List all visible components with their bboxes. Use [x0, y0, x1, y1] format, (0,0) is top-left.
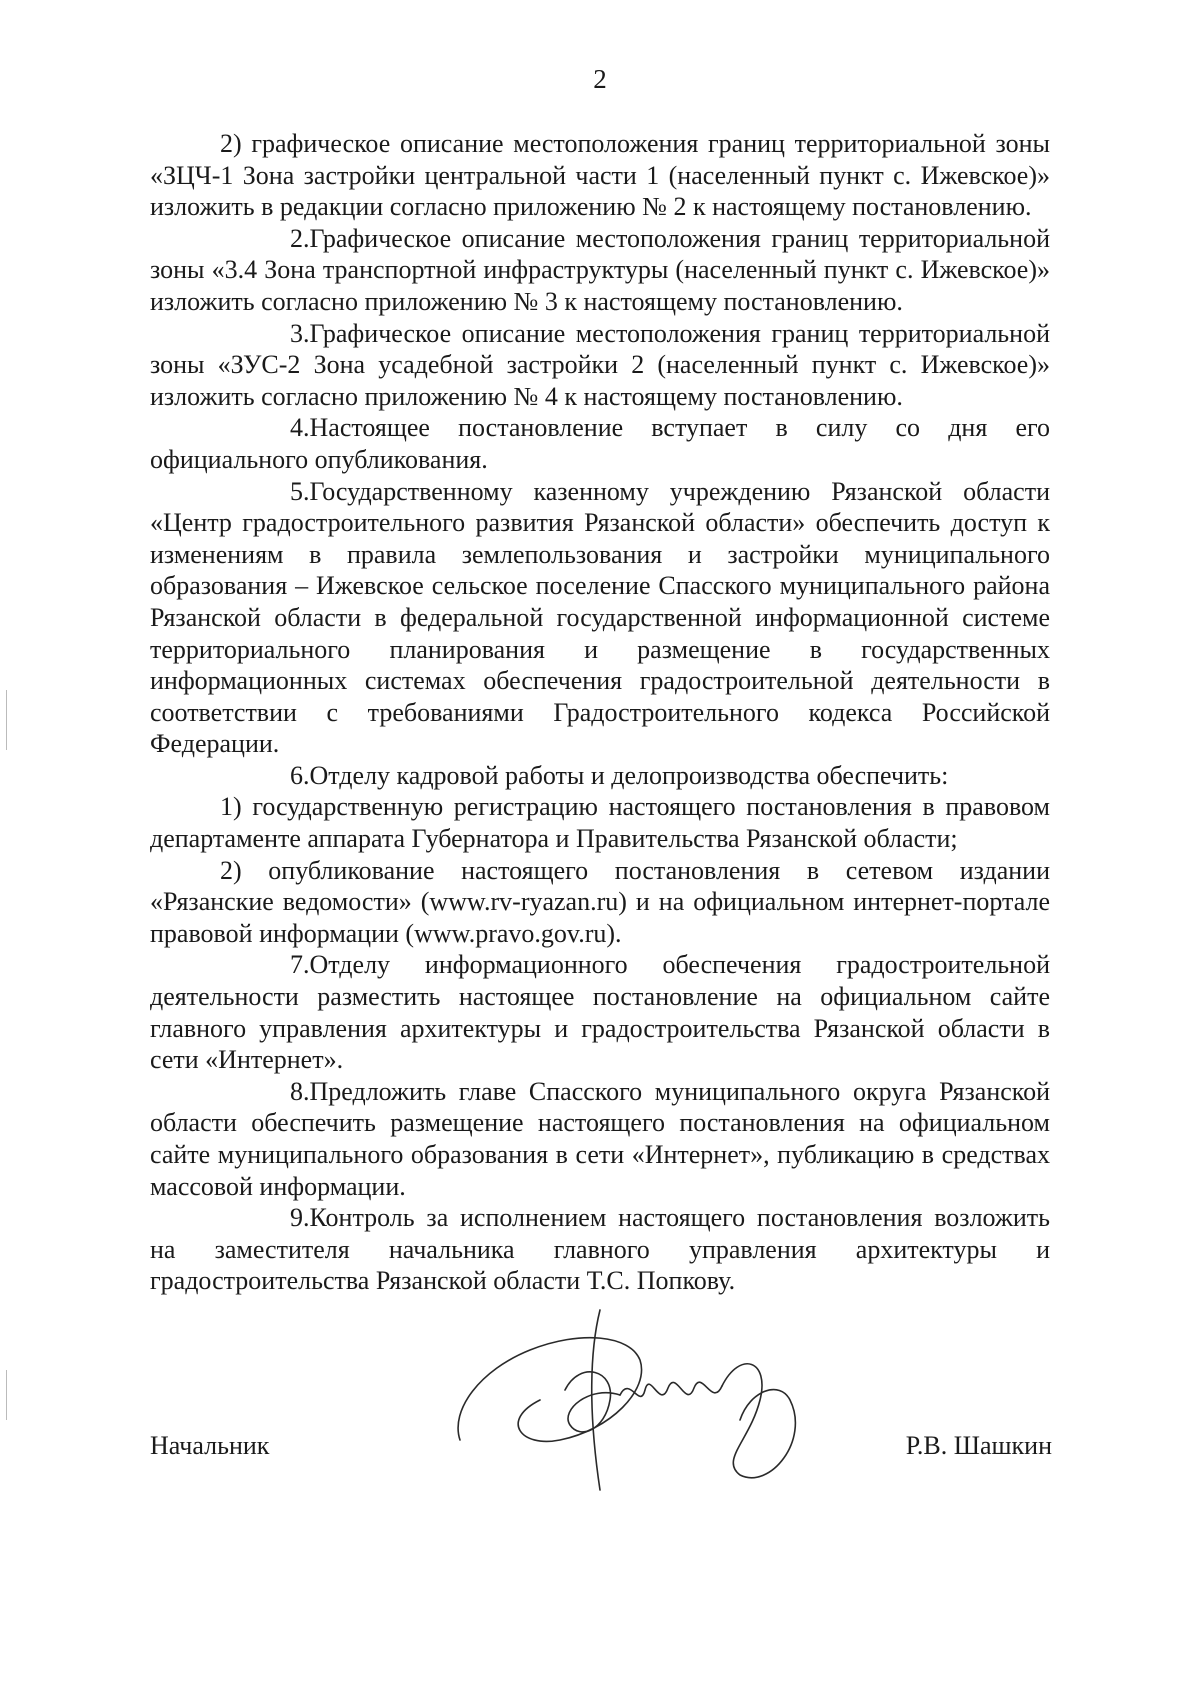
signatory-name: Р.В. Шашкин — [905, 1431, 1052, 1460]
handwritten-signature — [440, 1290, 840, 1520]
paragraph-8: 8.Предложить главе Спасского муниципального округа Рязанской области обеспечить размещение настоящего постановления на официальном сайте муниципального образования в сети «Интернет», публикацию в средствах массовой информации. — [150, 1076, 1050, 1201]
paragraph-4: 4.Настоящее постановление вступает в силу со дня его официального опубликования. — [150, 413, 1050, 474]
page-number: 2 — [593, 64, 607, 94]
paragraph-6-subpoint-2: 2) опубликование настоящего постановления в сетевом издании «Рязанские ведомости» (www.rv-ryazan.ru) и на официальном интернет-портале правовой информации (www.pravo.gov.ru). — [150, 855, 1050, 948]
paragraph-2: 2.Графическое описание местоположения границ территориальной зоны «3.4 Зона транспортной инфраструктуры (населенный пункт с. Ижевское)» изложить согласно приложению № 3 к настоящему постановлению. — [150, 223, 1050, 316]
paragraph-item-2-subpoint-2: 2) графическое описание местоположения границ территориальной зоны «ЗЦЧ-1 Зона застройки центральной части 1 (населенный пункт с. Ижевское)» изложить в редакции согласно приложению № 2 к настоящему постановлению. — [150, 129, 1050, 222]
scan-edge-mark — [6, 1370, 7, 1420]
paragraph-3: 3.Графическое описание местоположения границ территориальной зоны «ЗУС-2 Зона усадебной застройки 2 (населенный пункт с. Ижевское)» изложить согласно приложению № 4 к настоящему постановлению. — [150, 318, 1050, 411]
paragraph-6-subpoint-1: 1) государственную регистрацию настоящего постановления в правовом департаменте аппарата Губернатора и Правительства Рязанской области; — [150, 792, 1050, 854]
paragraph-9: 9.Контроль за исполнением настоящего постановления возложить на заместителя начальника главного управления архитектуры и градостроительства Рязанской области Т.С. Попкову. — [150, 1203, 1050, 1296]
scan-edge-mark — [6, 690, 7, 750]
document-body — [150, 128, 1050, 1297]
paragraph-5: 5.Государственному казенному учреждению Рязанской области «Центр градостроительного развития Рязанской области» обеспечить доступ к изменениям в правила землепользования и застройки муниципального образования – Ижевское сельское поселение Спасского муниципального района Рязанской области в федеральной государственной информационной системе территориального планирования и размещение в государственных информационных системах обеспечения градостроительной деятельности в соответствии с требованиями Градостроительного кодекса Российской Федерации. — [150, 476, 1050, 759]
paragraph-6: 6.Отделу кадровой работы и делопроизводства обеспечить: — [290, 760, 949, 790]
signatory-position: Начальник — [150, 1431, 270, 1460]
paragraph-7: 7.Отделу информационного обеспечения градостроительной деятельности разместить настоящее постановление на официальном сайте главного управления архитектуры и градостроительства Рязанской области в сети «Интернет». — [150, 950, 1050, 1075]
